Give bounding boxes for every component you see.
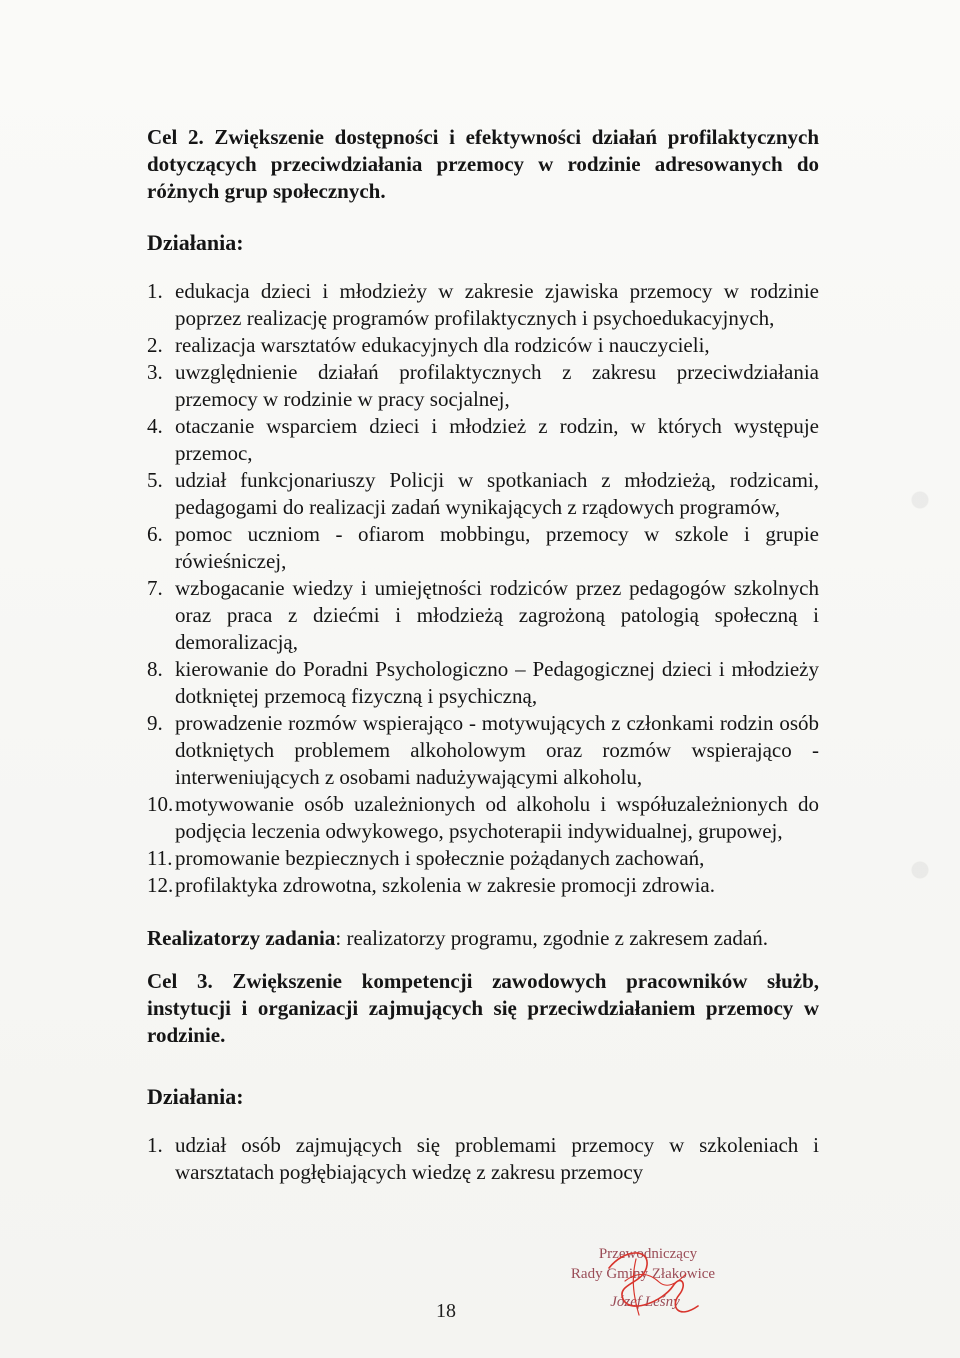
action-text: udział osób zajmujących się problemami przemocy w szkoleniach i warsztatach pogłębiających wiedzę z zakresu przemocy	[175, 1133, 819, 1184]
stamp-title: Przewodniczący	[598, 1246, 698, 1262]
action-item-9	[147, 710, 819, 791]
implementers-paragraph	[147, 925, 819, 952]
action-item-2	[147, 332, 819, 359]
goal-2-heading: Cel 2. Zwiększenie dostępności i efektywności działań profilaktycznych dotyczących przeciwdziałania przemocy w rodzinie adresowanych do różnych grup społecznych.	[147, 125, 819, 203]
stamp-name: Józef Leśny	[610, 1294, 680, 1310]
action-item-11	[147, 845, 819, 872]
page-number: 18	[436, 1300, 456, 1322]
action-text: wzbogacanie wiedzy i umiejętności rodziców przez pedagogów szkolnych oraz praca z dziećmi i młodzieżą zagrożoną patologią społeczną i demoralizacją,	[175, 576, 819, 654]
actions-2-label: Działania:	[147, 1084, 244, 1109]
page-content	[147, 124, 819, 1186]
action-number: 2.	[147, 333, 163, 357]
action-number: 11.	[147, 846, 173, 870]
action-text: realizacja warsztatów edukacyjnych dla rodziców i nauczycieli,	[175, 333, 710, 357]
action-text: uwzględnienie działań profilaktycznych z zakresu przeciwdziałania przemocy w rodzinie w pracy socjalnej,	[175, 360, 819, 411]
action-text: pomoc uczniom - ofiarom mobbingu, przemocy w szkole i grupie rówieśniczej,	[175, 522, 819, 573]
implementers-label: Realizatorzy zadania	[147, 926, 336, 950]
action-item-6	[147, 521, 819, 575]
action-number: 1.	[147, 279, 163, 303]
action-text: edukacja dzieci i młodzieży w zakresie zjawiska przemocy w rodzinie poprzez realizację programów profilaktycznych i psychoedukacyjnych,	[175, 279, 819, 330]
action-number: 9.	[147, 711, 163, 735]
goal-3-heading: Cel 3. Zwiększenie kompetencji zawodowych pracowników służb, instytucji i organizacji zajmujących się przeciwdziałaniem przemocy w rodzinie.	[147, 969, 819, 1047]
action-item-12	[147, 872, 819, 899]
action-number: 12.	[147, 873, 174, 897]
action-text: otaczanie wsparciem dzieci i młodzież z rodzin, w których występuje przemoc,	[175, 414, 819, 465]
action-text: promowanie bezpiecznych i społecznie pożądanych zachowań,	[175, 846, 705, 870]
action-text: motywowanie osób uzależnionych od alkoholu i współuzależnionych do podjęcia leczenia odwykowego, psychoterapii indywidualnej, grupowej,	[175, 792, 819, 843]
action-item-5	[147, 467, 819, 521]
actions-2-list	[147, 1132, 819, 1186]
action-item-1	[147, 278, 819, 332]
action-text: kierowanie do Poradni Psychologiczno – Pedagogicznej dzieci i młodzieży dotkniętej przemocą fizyczną i psychiczną,	[175, 657, 819, 708]
action-text: prowadzenie rozmów wspierająco - motywujących z członkami rodzin osób dotkniętych problemem alkoholowym oraz rozmów wspierająco - interweniujących z osobami nadużywającymi alkoholu,	[175, 711, 819, 789]
action-number: 8.	[147, 657, 163, 681]
action-item-8	[147, 656, 819, 710]
actions-label: Działania:	[147, 230, 244, 255]
action-text: profilaktyka zdrowotna, szkolenia w zakresie promocji zdrowia.	[175, 873, 715, 897]
action-number: 1.	[147, 1133, 163, 1157]
action-number: 3.	[147, 360, 163, 384]
action-number: 10.	[147, 792, 174, 816]
implementers-text: : realizatorzy programu, zgodnie z zakresem zadań.	[335, 926, 768, 950]
actions-list	[147, 278, 819, 899]
action-number: 5.	[147, 468, 163, 492]
action-text: udział funkcjonariuszy Policji w spotkaniach z młodzieżą, rodzicami, pedagogami do realizacji zadań wynikających z rządowych programów,	[175, 468, 819, 519]
action-item-7	[147, 575, 819, 656]
action-item-4	[147, 413, 819, 467]
stamp-council: Rady Gminy Złakowice	[570, 1266, 716, 1282]
action-item-3	[147, 359, 819, 413]
action-number: 7.	[147, 576, 163, 600]
action-2-item-1	[147, 1132, 819, 1186]
signature-mark	[590, 1248, 710, 1326]
action-item-10	[147, 791, 819, 845]
action-number: 6.	[147, 522, 163, 546]
action-number: 4.	[147, 414, 163, 438]
